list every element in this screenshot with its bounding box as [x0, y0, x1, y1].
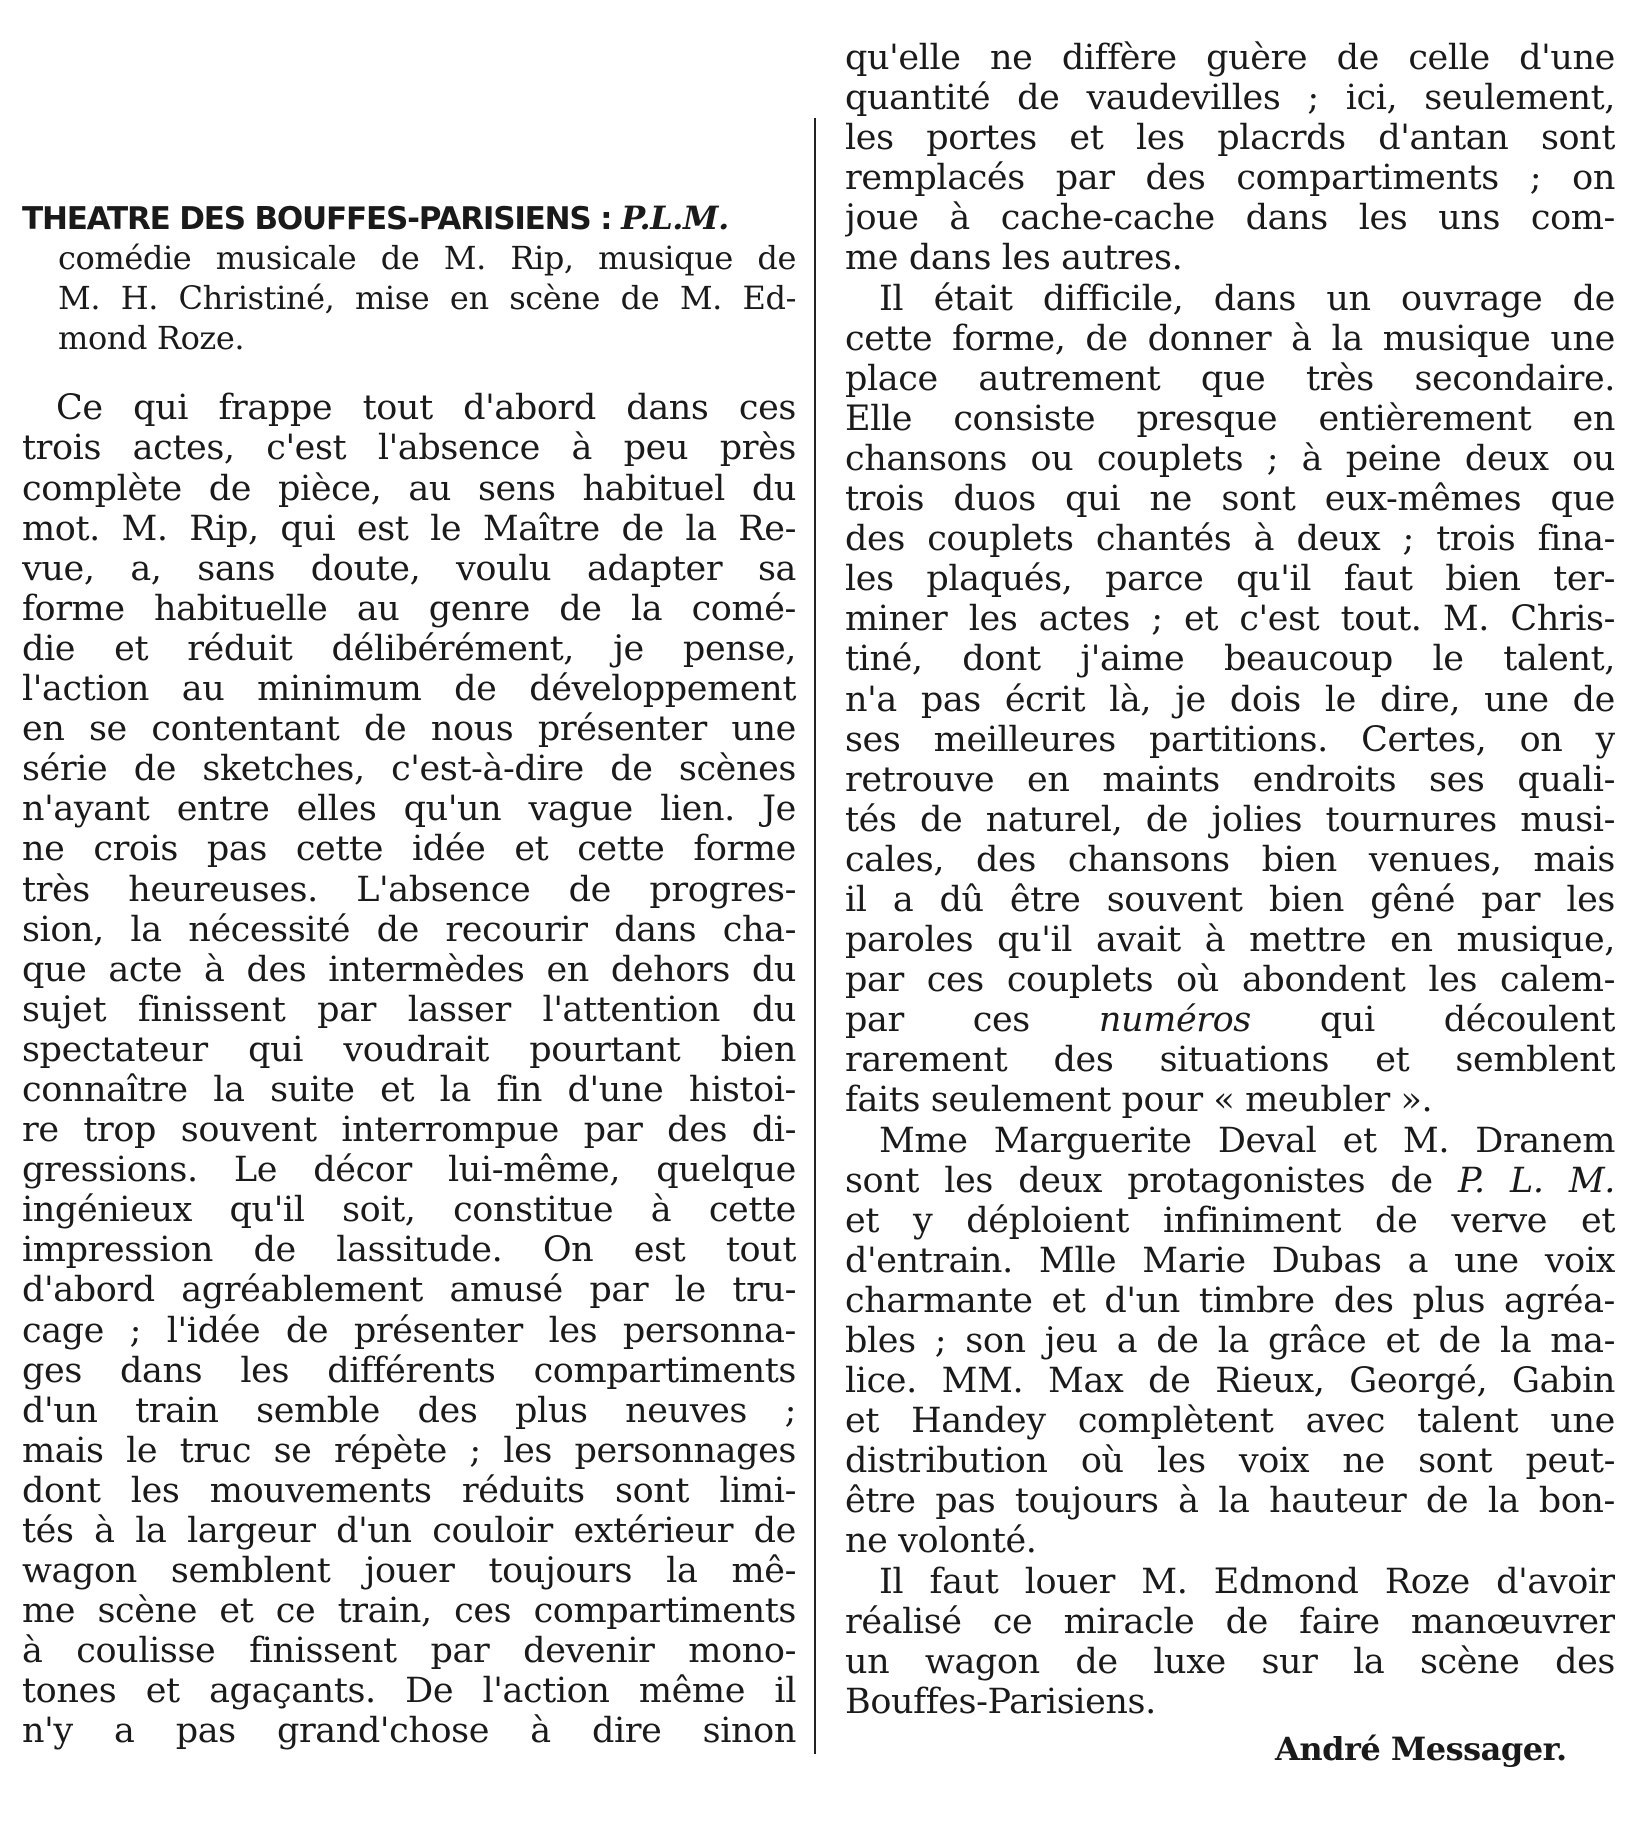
text-line: les plaqués, parce qu'il faut bien ter-	[845, 559, 1615, 600]
text-line: chansons ou couplets ; à peine deux ou	[845, 438, 1615, 479]
text-line: trois duos qui ne sont eux-mêmes que	[845, 479, 1615, 520]
text-line: réalisé ce miracle de faire manœuvrer	[845, 1601, 1615, 1642]
emphasized-word: numéros	[1098, 1000, 1251, 1041]
text-line: Mme Marguerite Deval et M. Dranem	[879, 1120, 1615, 1161]
article-header	[22, 198, 796, 358]
text-fragment: qui découlent	[1250, 1000, 1615, 1041]
text-line: miner les actes ; et c'est tout. M. Chris-	[845, 599, 1615, 640]
text-line: impression de lassitude. On est tout	[22, 1230, 796, 1271]
text-line: die et réduit délibérément, je pense,	[22, 628, 796, 669]
text-line: Il faut louer M. Edmond Roze d'avoir	[879, 1561, 1615, 1602]
play-title: P.L.M.	[621, 199, 729, 237]
text-line: distribution où les voix ne sont peut-	[845, 1441, 1615, 1482]
text-line: ges dans les différents compartiments	[22, 1350, 796, 1391]
text-line: un wagon de luxe sur la scène des	[845, 1641, 1615, 1682]
text-line: ingénieux qu'il soit, constitue à cette	[22, 1190, 796, 1231]
text-line: que acte à des intermèdes en dehors du	[22, 949, 796, 990]
text-line: n'ayant entre elles qu'un vague lien. Je	[22, 789, 796, 830]
text-line: et Handey complètent avec talent une	[845, 1401, 1615, 1442]
text-line: forme habituelle au genre de la comé-	[22, 588, 796, 629]
text-line: à coulisse finissent par devenir mono-	[22, 1631, 796, 1672]
text-line: et y déploient infiniment de verve et	[845, 1200, 1615, 1241]
text-fragment: sont les deux protagonistes de	[845, 1160, 1458, 1201]
play-title-inline: P. L. M.	[1457, 1160, 1615, 1201]
text-line: tones et agaçants. De l'action même il	[22, 1671, 796, 1712]
text-line	[845, 1000, 1615, 1040]
text-line: me scène et ce train, ces compartiments	[22, 1591, 796, 1632]
text-line: Il était difficile, dans un ouvrage de	[879, 278, 1615, 319]
left-column	[22, 198, 796, 1752]
text-line: ne crois pas cette idée et cette forme	[22, 829, 796, 870]
text-line: complète de pièce, au sens habituel du	[22, 468, 796, 509]
text-line: Ce qui frappe tout d'abord dans ces	[56, 388, 796, 429]
text-line: très heureuses. L'absence de progres-	[22, 869, 796, 910]
text-line: lice. MM. Max de Rieux, Georgé, Gabin	[845, 1361, 1615, 1402]
header-subtitle-line: mond Roze.	[58, 319, 245, 358]
text-line: bles ; son jeu a de la grâce et de la ma-	[845, 1321, 1615, 1361]
text-line: ne volonté.	[845, 1521, 1037, 1562]
text-line: cage ; l'idée de présenter les personna-	[22, 1310, 796, 1351]
text-line: quantité de vaudevilles ; ici, seulement,	[845, 78, 1615, 119]
text-line: série de sketches, c'est-à-dire de scènes	[22, 749, 796, 790]
text-line: des couplets chantés à deux ; trois fina-	[845, 519, 1615, 560]
paragraph	[845, 1562, 1615, 1722]
text-line: cette forme, de donner à la musique une	[845, 318, 1615, 359]
text-line: remplacés par des compartiments ; on	[845, 158, 1615, 199]
text-line: mais le truc se répète ; les personnages	[22, 1430, 796, 1471]
text-line: être pas toujours à la hauteur de la bon-	[845, 1481, 1615, 1522]
text-line: d'entrain. Mlle Marie Dubas a une voix	[845, 1240, 1615, 1281]
text-line: tés de naturel, de jolies tournures musi-	[845, 799, 1615, 840]
left-body-text	[22, 388, 796, 1751]
text-line: spectateur qui voudrait pourtant bien	[22, 1029, 796, 1070]
text-line: joue à cache-cache dans les uns com-	[845, 198, 1615, 239]
text-line	[845, 1161, 1615, 1201]
text-line: wagon semblent jouer toujours la mê-	[22, 1551, 796, 1592]
text-line: trois actes, c'est l'absence à peu près	[22, 428, 796, 469]
header-subtitle-line: M. H. Christiné, mise en scène de M. Ed-	[58, 279, 796, 318]
text-line: tés à la largeur d'un couloir extérieur de	[22, 1511, 796, 1551]
text-line: Elle consiste presque entièrement en	[845, 398, 1615, 439]
text-line: il a dû être souvent bien gêné par les	[845, 879, 1615, 920]
spacer	[22, 358, 796, 388]
author-signature: André Messager.	[1275, 1730, 1567, 1768]
text-line: sujet finissent par lasser l'attention du	[22, 989, 796, 1030]
text-line: les portes et les placrds d'antan sont	[845, 118, 1615, 159]
text-line: re trop souvent interrompue par des di-	[22, 1110, 796, 1151]
column-divider	[814, 118, 816, 1754]
right-column	[845, 38, 1615, 1722]
text-line: vue, a, sans doute, voulu adapter sa	[22, 548, 796, 589]
text-line: en se contentant de nous présenter une	[22, 709, 796, 750]
text-line: sion, la nécessité de recourir dans cha-	[22, 909, 796, 950]
text-line: d'un train semble des plus neuves ;	[22, 1390, 796, 1431]
text-line: Bouffes-Parisiens.	[845, 1681, 1156, 1722]
text-line: tiné, dont j'aime beaucoup le talent,	[845, 639, 1615, 680]
text-line: qu'elle ne diffère guère de celle d'une	[845, 38, 1615, 78]
text-line: n'y a pas grand'chose à dire sinon	[22, 1711, 796, 1752]
theatre-name: THEATRE DES BOUFFES-PARISIENS :	[22, 201, 612, 237]
text-line: charmante et d'un timbre des plus agréa-	[845, 1280, 1615, 1321]
paragraph	[845, 1121, 1615, 1562]
text-line: me dans les autres.	[845, 238, 1183, 279]
header-subtitle-line: comédie musicale de M. Rip, musique de	[58, 239, 796, 278]
text-line: place autrement que très secondaire.	[845, 358, 1615, 399]
text-line: gressions. Le décor lui-même, quelque	[22, 1150, 796, 1191]
text-line: mot. M. Rip, qui est le Maître de la Re-	[22, 508, 796, 549]
text-line: dont les mouvements réduits sont limi-	[22, 1470, 796, 1511]
text-line: connaître la suite et la fin d'une histoi-	[22, 1069, 796, 1110]
text-line: l'action au minimum de développement	[22, 669, 796, 710]
text-line: par ces couplets où abondent les calem-	[845, 960, 1615, 1001]
paragraph	[845, 38, 1615, 279]
text-line: n'a pas écrit là, je dois le dire, une de	[845, 679, 1615, 720]
text-fragment: par ces	[845, 1000, 1099, 1041]
text-line: d'abord agréablement amusé par le tru-	[22, 1270, 796, 1311]
header-title-line	[22, 198, 796, 238]
text-line: faits seulement pour « meubler ».	[845, 1080, 1433, 1121]
text-line: paroles qu'il avait à mettre en musique,	[845, 920, 1615, 961]
text-line: ses meilleures partitions. Certes, on y	[845, 719, 1615, 760]
text-line: retrouve en maints endroits ses quali-	[845, 759, 1615, 800]
text-line: rarement des situations et semblent	[845, 1040, 1615, 1081]
paragraph	[845, 279, 1615, 1121]
text-line: cales, des chansons bien venues, mais	[845, 839, 1615, 880]
